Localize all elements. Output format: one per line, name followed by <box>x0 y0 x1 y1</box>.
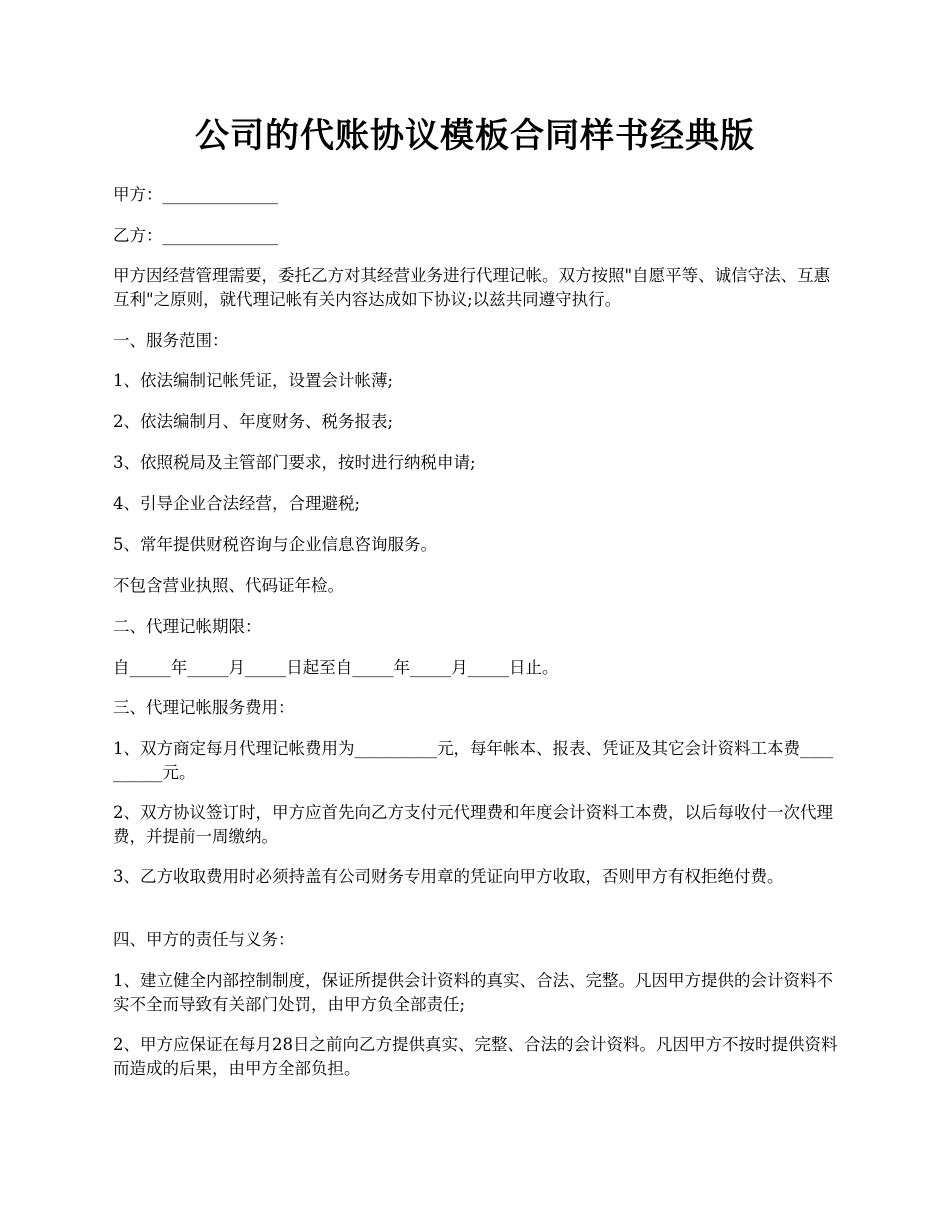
party-a-line: 甲方：______________ <box>113 185 278 204</box>
duty-item-1: 1、建立健全内部控制制度，保证所提供会计资料的真实、合法、完整。凡因甲方提供的会计资料不实不全而导致有关部门处罚，由甲方负全部责任; <box>113 971 833 1014</box>
service-item-2: 2、依法编制月、年度财务、税务报表; <box>113 412 394 431</box>
service-item-5: 5、常年提供财税咨询与企业信息咨询服务。 <box>113 535 437 554</box>
service-item-4: 4、引导企业合法经营，合理避税; <box>113 494 361 513</box>
preamble-paragraph: 甲方因经营管理需要，委托乙方对其经营业务进行代理记帐。双方按照"自愿平等、诚信守法、互惠互利"之原则，就代理记帐有关内容达成如下协议;以兹共同遵守执行。 <box>113 266 831 309</box>
term-period-line: 自_____年_____月_____日起至自_____年_____月_____日止。 <box>113 658 559 677</box>
party-b-line: 乙方：______________ <box>113 226 278 245</box>
service-item-1: 1、依法编制记帐凭证，设置会计帐薄; <box>113 371 394 390</box>
document-title: 公司的代账协议模板合同样书经典版 <box>195 116 755 156</box>
fee-item-1: 1、双方商定每月代理记帐费用为__________元，每年帐本、报表、凭证及其它会计资料工本费__________元。 <box>113 739 833 782</box>
section-1-heading: 一、服务范围： <box>113 331 229 350</box>
duty-item-2: 2、甲方应保证在每月28日之前向乙方提供真实、完整、合法的会计资料。凡因甲方不按时提供资料而造成的后果，由甲方全部负担。 <box>113 1035 838 1078</box>
section-3-heading: 三、代理记帐服务费用： <box>113 698 295 717</box>
service-exclusion: 不包含营业执照、代码证年检。 <box>113 576 344 595</box>
fee-item-2: 2、双方协议签订时，甲方应首先向乙方支付元代理费和年度会计资料工本费，以后每收付一次代理费，并提前一周缴纳。 <box>113 803 833 846</box>
service-item-3: 3、依照税局及主管部门要求，按时进行纳税申请; <box>113 453 476 472</box>
section-2-heading: 二、代理记帐期限： <box>113 617 262 636</box>
fee-item-3: 3、乙方收取费用时必须持盖有公司财务专用章的凭证向甲方收取，否则甲方有权拒绝付费。 <box>113 867 784 886</box>
section-4-heading: 四、甲方的责任与义务： <box>113 930 295 949</box>
